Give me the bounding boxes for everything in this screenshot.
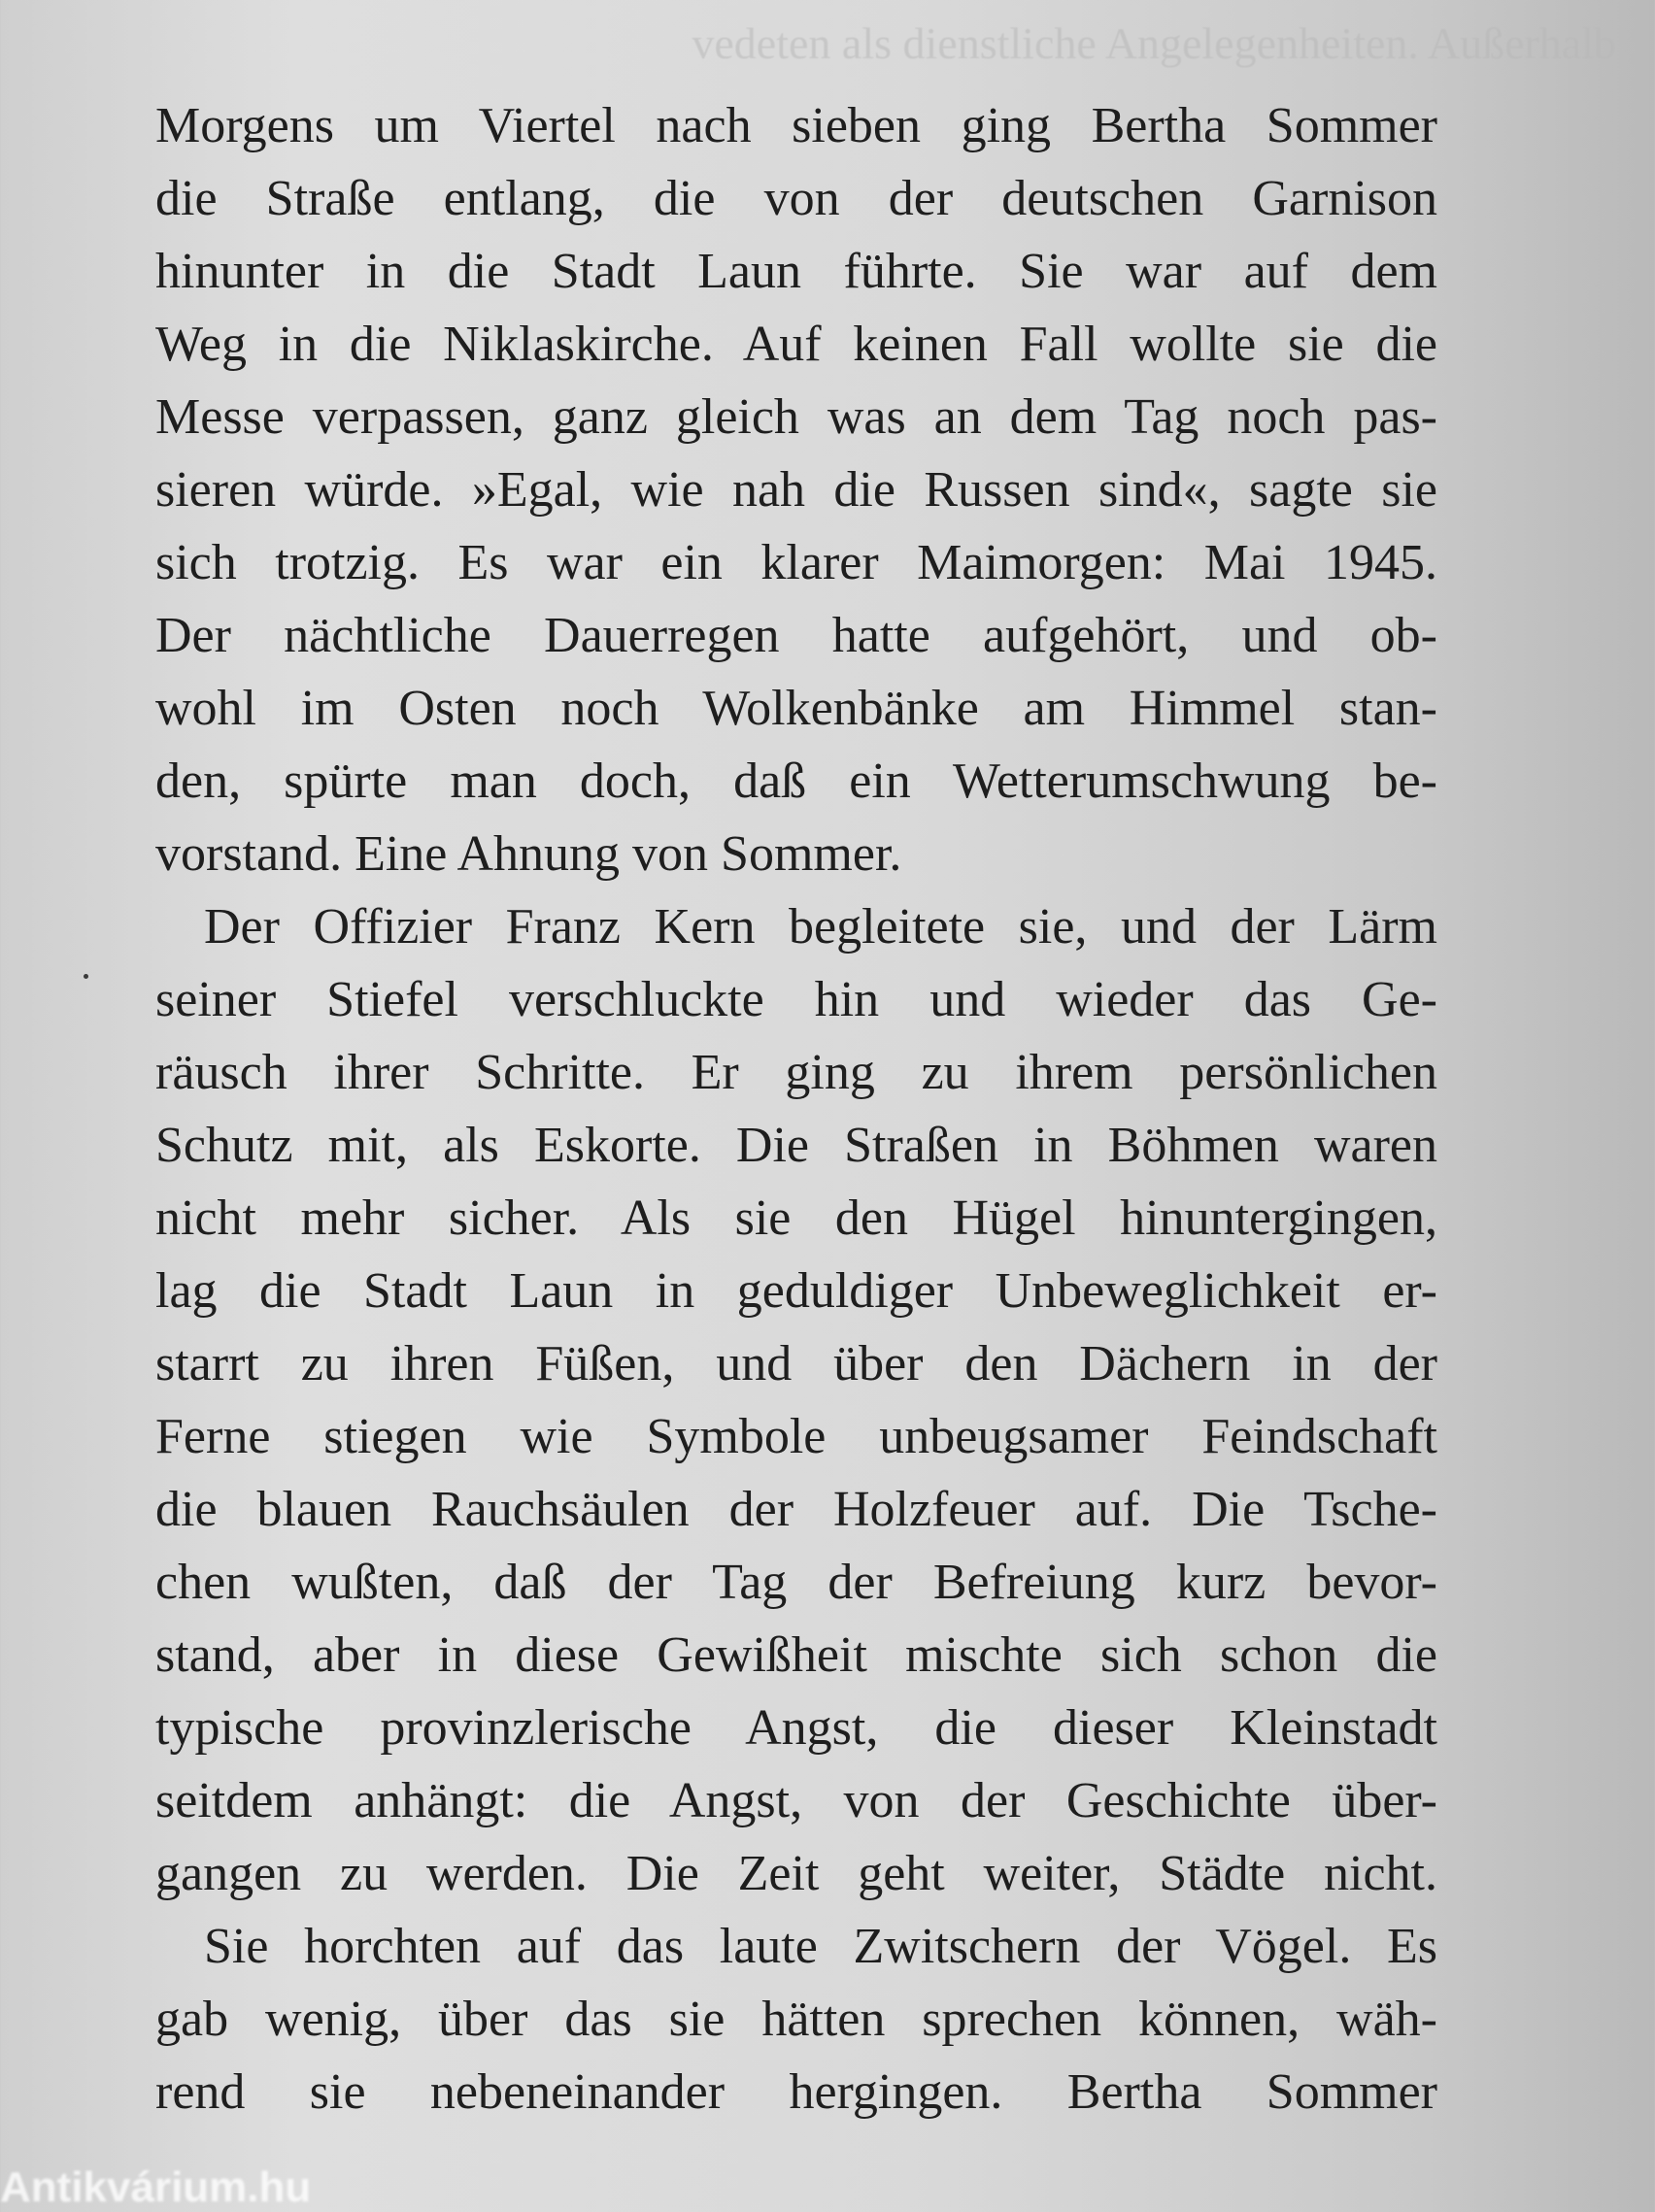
- paragraph-1: [155, 89, 1437, 890]
- text-line: den, spürte man doch, daß ein Wetterumschwung be-: [155, 754, 1437, 809]
- text-line: gab wenig, über das sie hätten sprechen können, wäh-: [155, 1992, 1437, 2047]
- watermark: Antikvárium.hu: [0, 2163, 312, 2211]
- text-line: die Straße entlang, die von der deutschen Garnison: [155, 171, 1437, 226]
- text-line: sieren würde. »Egal, wie nah die Russen sind«, sagte sie: [155, 462, 1437, 518]
- text-line: Der nächtliche Dauerregen hatte aufgehört, und ob-: [155, 608, 1437, 663]
- text-line: sich trotzig. Es war ein klarer Maimorgen: Mai 1945.: [155, 535, 1437, 590]
- text-line: wohl im Osten noch Wolkenbänke am Himmel stan-: [155, 681, 1437, 736]
- text-line: räusch ihrer Schritte. Er ging zu ihrem persönlichen: [155, 1045, 1437, 1100]
- text-line: Ferne stiegen wie Symbole unbeugsamer Feindschaft: [155, 1409, 1437, 1464]
- text-line: starrt zu ihren Füßen, und über den Dächern in der: [155, 1336, 1437, 1391]
- paper-speck: [84, 974, 88, 979]
- text-line: Weg in die Niklaskirche. Auf keinen Fall wollte sie die: [155, 317, 1437, 372]
- text-line: rend sie nebeneinander hergingen. Bertha Sommer: [155, 2064, 1437, 2120]
- text-line: Morgens um Viertel nach sieben ging Bertha Sommer: [155, 98, 1437, 153]
- text-line: seiner Stiefel verschluckte hin und wieder das Ge-: [155, 972, 1437, 1027]
- bleed-through-text: vedeten als dienstliche Angelegenheiten. Außerhalb: [692, 18, 1616, 68]
- text-line: gangen zu werden. Die Zeit geht weiter, Städte nicht.: [155, 1846, 1437, 1901]
- text-line: seitdem anhängt: die Angst, von der Geschichte über-: [155, 1773, 1437, 1828]
- paragraph-3: [155, 1910, 1437, 2128]
- body-text: [155, 89, 1437, 2128]
- text-line: die blauen Rauchsäulen der Holzfeuer auf. Die Tsche-: [155, 1482, 1437, 1537]
- text-line: Messe verpassen, ganz gleich was an dem Tag noch pas-: [155, 389, 1437, 445]
- text-line: nicht mehr sicher. Als sie den Hügel hinuntergingen,: [155, 1190, 1437, 1246]
- text-line: typische provinzlerische Angst, die dieser Kleinstadt: [155, 1700, 1437, 1756]
- text-line: hinunter in die Stadt Laun führte. Sie war auf dem: [155, 244, 1437, 299]
- text-line: Der Offizier Franz Kern begleitete sie, und der Lärm: [204, 899, 1437, 955]
- text-line: Sie horchten auf das laute Zwitschern der Vögel. Es: [204, 1919, 1437, 1974]
- paragraph-2: [155, 890, 1437, 1910]
- text-line: chen wußten, daß der Tag der Befreiung kurz bevor-: [155, 1555, 1437, 1610]
- text-line: Schutz mit, als Eskorte. Die Straßen in Böhmen waren: [155, 1118, 1437, 1173]
- text-line: vorstand. Eine Ahnung von Sommer.: [155, 826, 902, 882]
- text-line: lag die Stadt Laun in geduldiger Unbeweglichkeit er-: [155, 1263, 1437, 1319]
- text-line: stand, aber in diese Gewißheit mischte sich schon die: [155, 1627, 1437, 1683]
